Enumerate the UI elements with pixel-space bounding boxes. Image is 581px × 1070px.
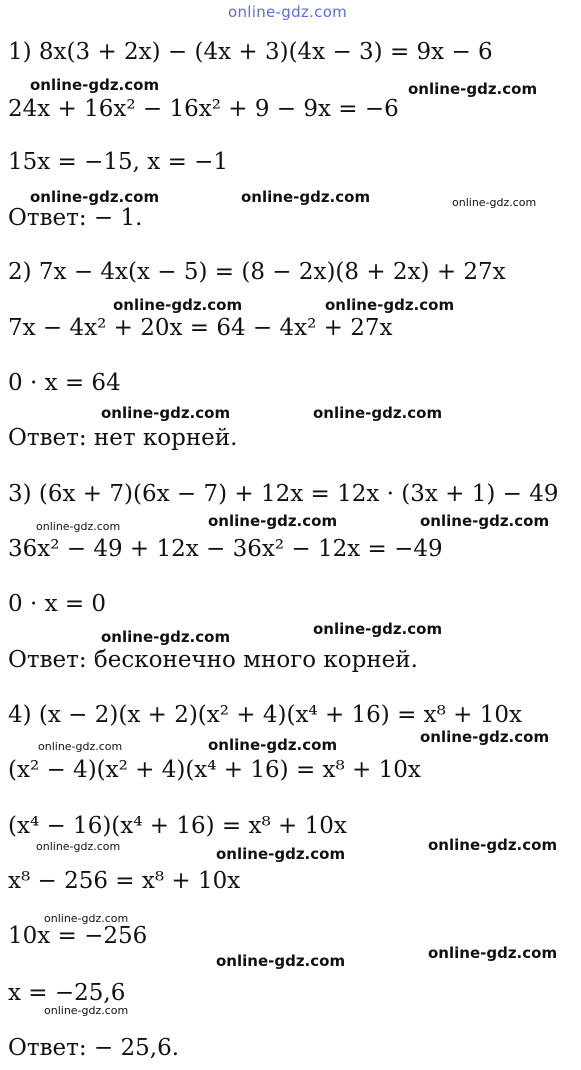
- solution-1-answer: Ответ: − 1.: [8, 205, 143, 231]
- solution-2-line-1: 2) 7x − 4x(x − 5) = (8 − 2x)(8 + 2x) + 27x: [8, 259, 506, 285]
- solution-4-line-3: (x⁴ − 16)(x⁴ + 16) = x⁸ + 10x: [8, 813, 347, 839]
- watermark: online-gdz.com: [30, 76, 160, 94]
- solution-1-line-3: 15x = −15, x = −1: [8, 149, 229, 175]
- watermark: online-gdz.com: [208, 736, 338, 754]
- solution-4-line-1: 4) (x − 2)(x + 2)(x² + 4)(x⁴ + 16) = x⁸ + 10x: [8, 702, 522, 728]
- solution-1-line-1: 1) 8x(3 + 2x) − (4x + 3)(4x − 3) = 9x − 6: [8, 39, 493, 65]
- solution-2-line-3: 0 · x = 64: [8, 370, 121, 396]
- solution-3-line-2: 36x² − 49 + 12x − 36x² − 12x = −49: [8, 536, 443, 562]
- solution-4-answer: Ответ: − 25,6.: [8, 1035, 180, 1061]
- watermark: online-gdz.com: [428, 836, 558, 854]
- watermark: online-gdz.com: [408, 80, 538, 98]
- solution-3-answer: Ответ: бесконечно много корней.: [8, 647, 418, 673]
- watermark: online-gdz.com: [313, 404, 443, 422]
- watermark: online-gdz.com: [428, 944, 558, 962]
- solution-4-line-2: (x² − 4)(x² + 4)(x⁴ + 16) = x⁸ + 10x: [8, 757, 421, 783]
- watermark: online-gdz.com: [420, 728, 550, 746]
- header-watermark: online-gdz.com: [228, 3, 348, 21]
- watermark: online-gdz.com: [452, 196, 537, 209]
- watermark: online-gdz.com: [44, 912, 129, 925]
- watermark: online-gdz.com: [36, 520, 121, 533]
- solution-2-line-2: 7x − 4x² + 20x = 64 − 4x² + 27x: [8, 315, 393, 341]
- solution-2-answer: Ответ: нет корней.: [8, 425, 238, 451]
- solution-1-line-2: 24x + 16x² − 16x² + 9 − 9x = −6: [8, 96, 399, 122]
- watermark: online-gdz.com: [44, 1004, 129, 1017]
- watermark: online-gdz.com: [241, 188, 371, 206]
- watermark: online-gdz.com: [113, 296, 243, 314]
- watermark: online-gdz.com: [101, 404, 231, 422]
- watermark: online-gdz.com: [420, 512, 550, 530]
- watermark: online-gdz.com: [325, 296, 455, 314]
- watermark: online-gdz.com: [30, 188, 160, 206]
- solution-4-line-4: x⁸ − 256 = x⁸ + 10x: [8, 868, 241, 894]
- solution-3-line-1: 3) (6x + 7)(6x − 7) + 12x = 12x · (3x + 1) − 49: [8, 481, 559, 507]
- solution-3-line-3: 0 · x = 0: [8, 591, 107, 617]
- solution-4-line-6: x = −25,6: [8, 980, 126, 1006]
- watermark: online-gdz.com: [216, 845, 346, 863]
- watermark: online-gdz.com: [38, 740, 123, 753]
- solution-4-line-5: 10x = −256: [8, 923, 148, 949]
- watermark: online-gdz.com: [208, 512, 338, 530]
- watermark: online-gdz.com: [36, 840, 121, 853]
- watermark: online-gdz.com: [101, 628, 231, 646]
- watermark: online-gdz.com: [313, 620, 443, 638]
- watermark: online-gdz.com: [216, 952, 346, 970]
